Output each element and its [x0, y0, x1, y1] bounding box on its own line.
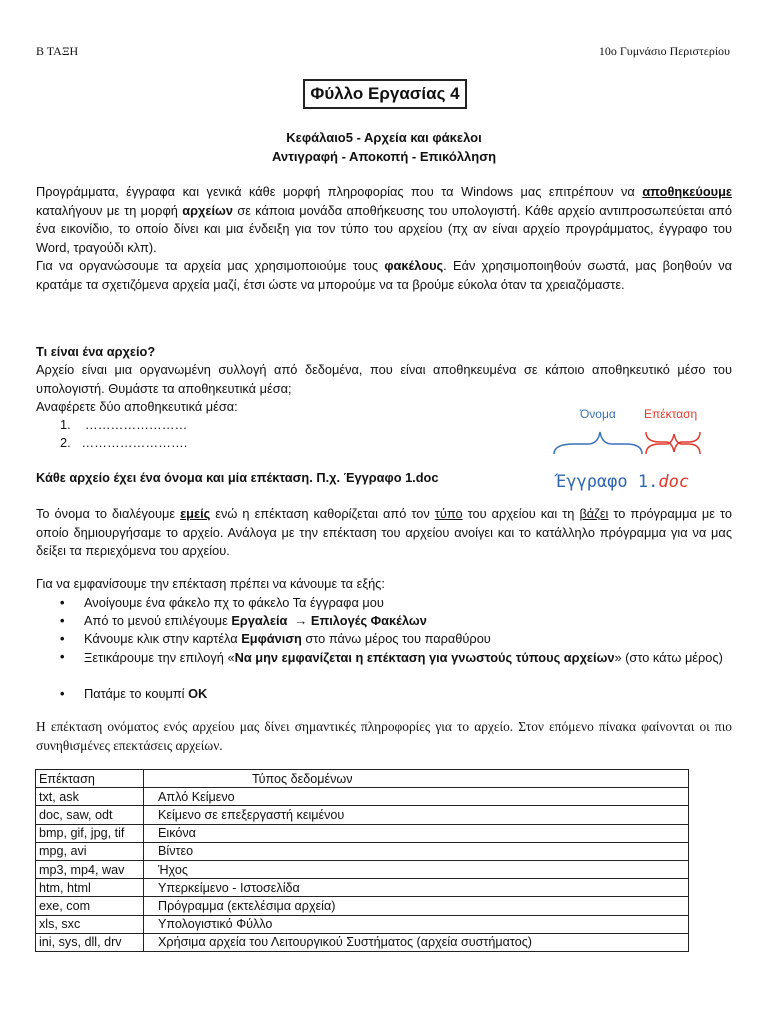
step-4: Ξετικάρουμε την επιλογή «Να μην εμφανίζεται η επέκταση για γνωστούς τύπους αρχείων» (στο κάτω μέρος)	[84, 650, 723, 665]
naming-paragraph: Το όνομα το διαλέγουμε εμείς ενώ η επέκταση καθορίζεται από τον τύπο του αρχείου και τη βάζει το πρόγραμμα με το οποίο δημιουργήσαμε το αρχείο. Ανάλογα με την επέκταση του αρχείου ανοίγει και το κατάλληλο πρόγραμμα για να μας δείξει τα περιεχόμενα του αρχείου.	[36, 506, 732, 559]
school-name: 10ο Γυμνάσιο Περιστερίου	[598, 44, 730, 58]
name-label: Όνομα	[580, 407, 616, 421]
table-row	[36, 933, 689, 951]
table-cell: Βίντεο	[144, 842, 689, 860]
table-cell: Απλό Κείμενο	[144, 788, 689, 806]
bullet-dot: •	[60, 595, 65, 610]
table-row	[36, 915, 689, 933]
step-2: Από το μενού επιλέγουμε Εργαλεία → Επιλογές Φακέλων	[84, 613, 427, 628]
table-cell: Εικόνα	[144, 824, 689, 842]
storage-question: Αναφέρετε δύο αποθηκευτικά μέσα:	[36, 399, 238, 414]
answer-item-1: 1. ……………………	[60, 417, 188, 432]
table-cell: doc, saw, odt	[36, 806, 144, 824]
table-cell: xls, sxc	[36, 915, 144, 933]
intro-paragraph-1: Προγράμματα, έγγραφα και γενικά κάθε μορφή πληροφορίας που τα Windows μας επιτρέπουν να αποθηκεύουμε καταλήγουν με τη μορφή αρχείων σε κάποια μονάδα αποθήκευσης του υπολογιστή. Κάθε αρχείο αντιπροσωπεύεται από ένα εικονίδιο, το οποίο δίνει και μια ένδειξη για τον τύπο του αρχείου (πχ αν είναι αρχείο προγράμματος, έγγραφο του Word, τραγούδι κλπ).	[36, 184, 732, 255]
chapter-heading: Κεφάλαιο5 - Αρχεία και φάκελοι	[286, 130, 482, 145]
bullet-dot: •	[60, 686, 65, 701]
table-cell: Ήχος	[144, 860, 689, 878]
table-cell: exe, com	[36, 897, 144, 915]
step-3: Κάνουμε κλικ στην καρτέλα Εμφάνιση στο πάνω μέρος του παραθύρου	[84, 631, 491, 646]
filename-diagram	[548, 400, 718, 500]
table-cell: htm, html	[36, 879, 144, 897]
table-header-cell: Επέκταση	[36, 770, 144, 788]
table-cell: Υπολογιστικό Φύλλο	[144, 915, 689, 933]
table-cell: Πρόγραμμα (εκτελέσιμα αρχεία)	[144, 897, 689, 915]
table-cell: ini, sys, dll, drv	[36, 933, 144, 951]
arrow-right-icon: →	[294, 613, 308, 628]
file-example: Κάθε αρχείο έχει ένα όνομα και μία επέκταση. Π.χ. Έγγραφο 1.doc	[36, 470, 439, 485]
table-cell: txt, ask	[36, 788, 144, 806]
extensions-table	[35, 769, 689, 952]
subtitle-heading: Αντιγραφή - Αποκοπή - Επικόλληση	[271, 149, 497, 164]
table-cell: bmp, gif, jpg, tif	[36, 824, 144, 842]
extension-label: Επέκταση	[644, 407, 698, 421]
table-row	[36, 788, 689, 806]
file-section-heading: Τι είναι ένα αρχείο?	[36, 344, 156, 359]
step-5: Πατάμε το κουμπί OK	[84, 686, 208, 701]
table-cell: Υπερκείμενο - Ιστοσελίδα	[144, 879, 689, 897]
table-row	[36, 842, 689, 860]
table-row	[36, 897, 689, 915]
intro-paragraph-2: Για να οργανώσουμε τα αρχεία μας χρησιμοποιούμε τους φακέλους. Εάν χρησιμοποιηθούν σωστά, μας βοηθούν να κρατάμε τα σχετιζόμενα αρχεία μαζί, έτσι ώστε να μπορούμε να τα βρούμε εύκολα όταν τα χρειαζόμαστε.	[36, 258, 733, 292]
table-row	[36, 824, 689, 842]
table-cell: mp3, mp4, wav	[36, 860, 144, 878]
filename-example: Έγγραφο 1.doc	[556, 472, 690, 492]
table-row	[36, 879, 689, 897]
worksheet-title: Φύλλο Εργασίας 4	[303, 79, 467, 109]
bullet-dot: •	[60, 631, 65, 646]
table-cell: Κείμενο σε επεξεργαστή κειμένου	[144, 806, 689, 824]
table-header-cell: Τύπος δεδομένων	[144, 770, 689, 788]
table-cell: mpg, avi	[36, 842, 144, 860]
table-intro: Η επέκταση ονόματος ενός αρχείου μας δίνει σημαντικές πληροφορίες για το αρχείο. Στον επόμενο πίνακα φαίνονται οι πιο συνηθισμένες επεκτάσεις αρχείων.	[36, 719, 732, 753]
table-row	[36, 806, 689, 824]
brace-graphic	[548, 422, 718, 458]
step-1: Ανοίγουμε ένα φάκελο πχ το φάκελο Τα έγγραφα μου	[84, 595, 384, 610]
bullet-dot: •	[60, 613, 65, 628]
steps-heading: Για να εμφανίσουμε την επέκταση πρέπει να κάνουμε τα εξής:	[36, 576, 385, 591]
class-label: Β ΤΑΞΗ	[36, 44, 79, 58]
table-header-row	[36, 770, 689, 788]
file-definition: Αρχείο είναι μια οργανωμένη συλλογή από δεδομένα, που είναι αποθηκευμένα σε κάποιο αποθηκευτικό μέσο του υπολογιστή. Θυμάστε τα αποθηκευτικά μέσα;	[36, 362, 732, 396]
answer-item-2: 2. …………………….	[60, 435, 188, 450]
bullet-dot: •	[60, 649, 65, 664]
table-cell: Χρήσιμα αρχεία του Λειτουργικού Συστήματος (αρχεία συστήματος)	[144, 933, 689, 951]
table-row	[36, 860, 689, 878]
